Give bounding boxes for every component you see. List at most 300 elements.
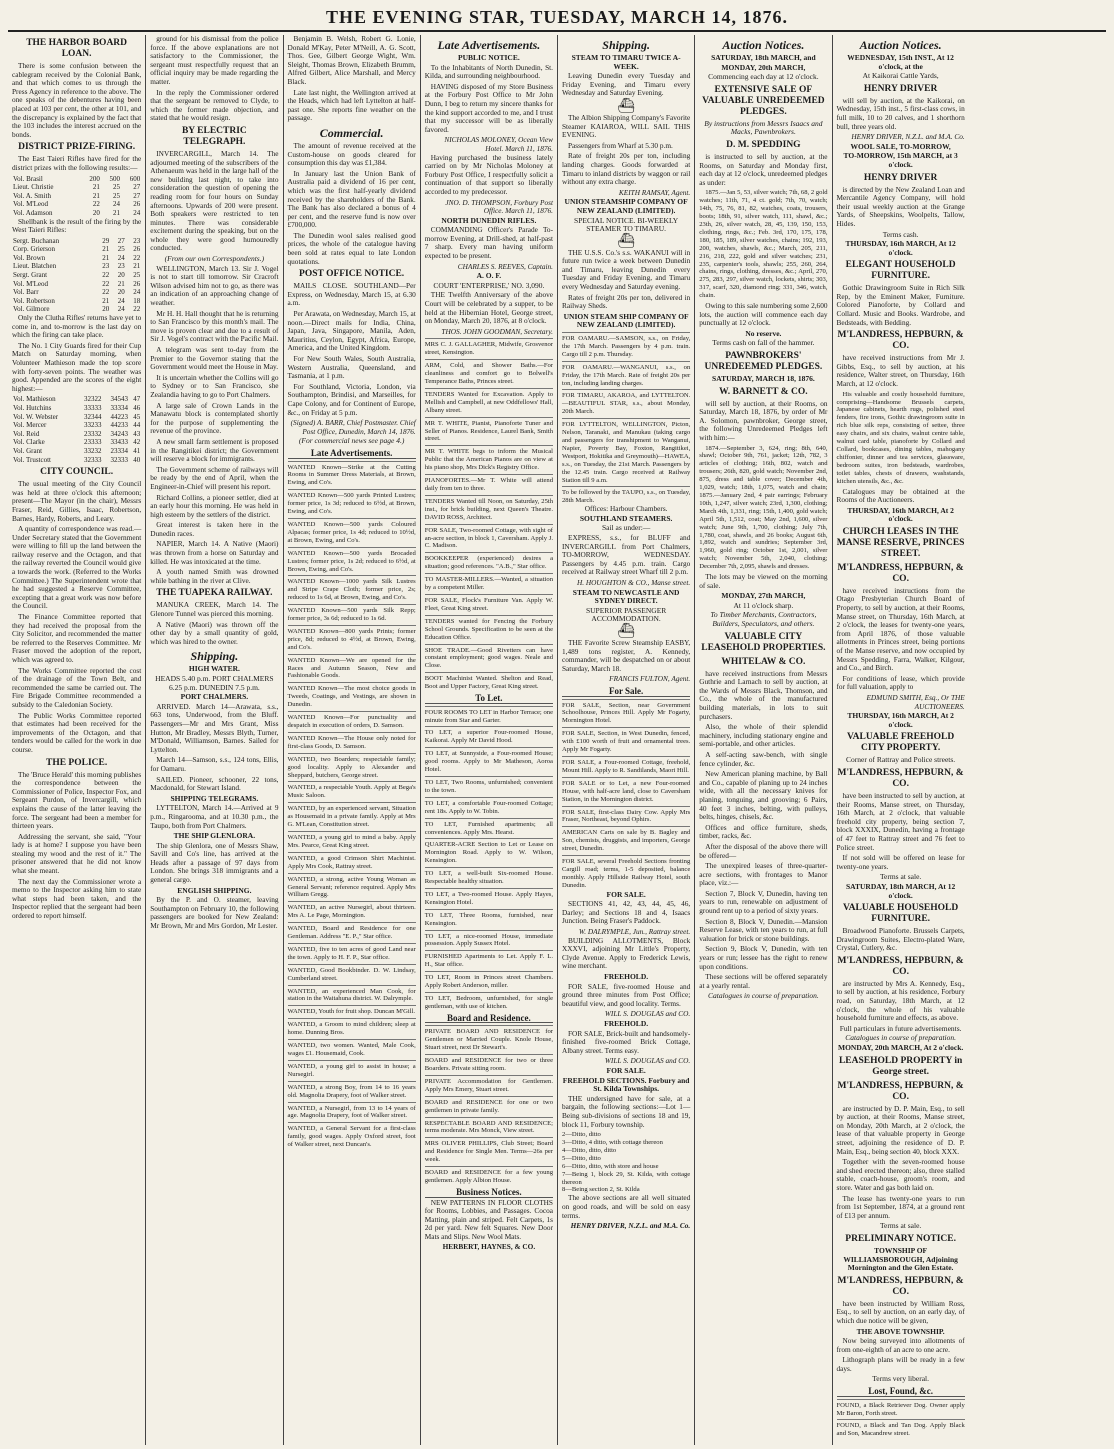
score-value: 23 <box>133 236 141 245</box>
board-ad: BOARD and RESIDENCE for two or three Boarders. Private sitting room. <box>425 1054 553 1073</box>
score-name: Sergt. Buchanan <box>13 236 60 245</box>
score-name: Vol. Barr <box>13 288 39 297</box>
classified-ad: WANTED, a good Crimson Shirt Machinist. Apply Mrs Cook, Rattray street. <box>288 852 416 871</box>
article-paragraph: THE Twelfth Anniversary of the above Court will be celebrated by a supper, to be held at the Hibernian Hotel, George street, on Monday, March 20, 1876, at 8 o'clock. <box>424 290 553 326</box>
article-paragraph: Late last night, the Wellington arrived at the Heads, which had left Lyttelton at half-past one. She reports fine weather on the passage. <box>287 87 416 123</box>
score-value: 21 <box>133 262 141 271</box>
score-name: Vol. Adamson <box>13 208 53 217</box>
union-company-heading: UNION STEAM SHIP COMPANY OF NEW ZEALAND (LIMITED). <box>563 311 689 330</box>
to-let-ad: TO LET, a superior Four-roomed House, Kaikorai. Apply Mr David Hood. <box>425 726 553 745</box>
article-paragraph: The next day the Commissioner wrote a memo to the Inspector asking him to state what steps had been taken, and the Inspector replied that the sergeant had been ordered to report himself. <box>12 876 142 921</box>
classified-ad: WANTED, a young girl to mind a baby. Apply Mrs. Pearce, Great King street. <box>288 831 416 850</box>
signature: HENRY DRIVER, N.Z.L. and M.A. Co. <box>851 132 965 142</box>
score-value: 22 <box>102 271 110 280</box>
score-row <box>12 430 141 439</box>
score-value: 22 <box>133 253 141 262</box>
article-paragraph: If not sold will be offered on lease for twenty-one years. <box>836 853 965 871</box>
article-paragraph: The Works Committee reported the cost of the drainage of the Town Belt, and recommended the same be carried out. The Fire Brigade Committee recommended a subsidy to the Caledonian Society. <box>12 665 142 709</box>
classified-ad: SHOE TRADE.—Good Rivetters can have constant employment; good wages. Neale and Close. <box>425 644 553 671</box>
classified-ad: TO MASTER-MILLERS.—Wanted, a situation by a competent Miller. <box>425 573 553 592</box>
sale-date: SATURDAY, 18th MARCH, and <box>711 53 816 62</box>
article-paragraph: Per Arawata, on Wednesday, March 15, at noon.—Direct mails for India, China, Japan, Java, Singapore, Manila, Aden, Mauritius, Ceylon, Egypt, Africa, Europe, America, and the United Kingdom. <box>287 309 416 353</box>
article-paragraph: will sell by auction, at the Kaikorai, on Wednesday, 15th inst., 5 first-class cows, in full milk, 10 to 20 calves, and 1 shorthorn bull, three years old. <box>836 95 965 131</box>
article-paragraph: Also, the whole of their splendid machinery, including stationary engine and semi-portable, and other articles. <box>699 722 828 749</box>
classified-ad: PIANOFORTES.—Mr T. White will attend daily from ten to three. <box>425 474 553 493</box>
to-let-ad: QUARTER-ACRE Section to Let or Lease on Mornington Road. Apply to W. Wilson, Kensington. <box>425 838 553 865</box>
classified-ad: MR T. WHITE, Pianist, Pianoforte Tuner and Seller of Pianos. Residence, Laurel Bank, Smith street. <box>425 417 553 444</box>
classified-ad: WANTED Known—800 yards Prints; former price, 8d; reduced to 4½d, at Brown, Ewing, and Co's. <box>288 625 416 652</box>
article-paragraph: The Dunedin wool sales realised good prices, the whole of the catalogue having been sold at rates equal to late London quotations. <box>287 230 416 266</box>
article-paragraph: Only the Clutha Rifles' returns have yet to come in, and to-morrow is the last day on which the firing can take place. <box>12 313 142 340</box>
classified-ad: WANTED Known—The House only noted for first-class Goods, D. Samson. <box>288 732 416 751</box>
classified-ad: WANTED, a Nursegirl, from 13 to 14 years of age. Magnolia Drapery, foot of Walker street. <box>288 1102 416 1121</box>
lots-list <box>562 1131 690 1194</box>
article-paragraph: To the Inhabitants of North Dunedin, St. Kilda, and surrounding neighbourhood. <box>424 62 553 81</box>
article-paragraph: Now being surveyed into allotments of from one-eighth of an acre to one acre. <box>836 1336 965 1354</box>
sailing-ad: FOR OAMARU.—WANGANUI, s.s., on Friday, the 17th March. Rate of freight 20s per ton, including landing charges. <box>562 361 690 388</box>
signature: HERBERT, HAYNES, & CO. <box>442 1242 536 1252</box>
signature: THOS. JOHN GOODMAN, Secretary. <box>441 326 553 336</box>
article-paragraph: MAILS CLOSE. SOUTHLAND—Per Express, on Wednesday, March 15, at 6.30 a.m. <box>287 281 416 308</box>
sale-date: MONDAY, 20th MARCH, <box>721 62 806 72</box>
article-paragraph: Lithograph plans will be ready in a few days. <box>836 1355 965 1373</box>
sale-instructions: By instructions from Messrs Isaacs and Macks, Pawnbrokers. <box>704 118 823 137</box>
article-paragraph: Leaving Dunedin every Tuesday and Friday Evening, and Timaru every Wednesday and Saturday Evening. <box>562 71 691 98</box>
score-row <box>12 297 141 306</box>
score-row <box>12 237 141 246</box>
signature: HENRY DRIVER, N.Z.L. and M.A. Co. <box>570 1221 691 1231</box>
township-title: THE ABOVE TOWNSHIP. <box>856 1326 945 1336</box>
rifles-heading: NORTH DUNEDIN RIFLES. <box>441 215 537 225</box>
article-paragraph: ground for his dismissal from the police force. If the above explanations are not satisfactory to the Commissioner, the sergeant must respectfully request that an official inquiry may be made regarding the matter. <box>150 35 279 86</box>
score-value: 26 <box>133 200 141 209</box>
article-paragraph: A self-acting saw-bench, with single fence cylinder, &c. <box>699 749 828 768</box>
score-value: 25 <box>113 191 121 200</box>
article-paragraph: The Public Works Committee reported that estimates had been received for the improvements of the Octagon, and that tenders would be called for the work in due course. <box>12 710 142 754</box>
sailing-ad: FOR OAMARU.—SAMSON, s.s., on Friday, the 17th March. Passengers by 4 p.m. train. Cargo till 2 p.m. Thursday. <box>562 332 690 359</box>
article-paragraph: Section 9, Block V, Dunedin, with ten years or run; lessee has the right to renew upon conditions. <box>699 944 828 971</box>
article-paragraph: Rate of freight 20s per ton, including landing charges. Goods forwarded at Timaru to inland districts by waggon or rail without any extra charge. <box>562 151 691 187</box>
score-value: 23 <box>102 262 110 271</box>
article-paragraph: The usual meeting of the City Council was held at three o'clock this afternoon; present—The Mayor (in the chair), Messrs Fraser, Reid, Gillies, Isaac, Robertson, Barnes, Hardy, Roberts, and Leary. <box>12 479 142 523</box>
glenlora-heading: THE SHIP GLENLORA. <box>173 831 256 841</box>
columns <box>8 35 1106 1445</box>
signature: Offices: Harbour Chambers. <box>584 504 668 514</box>
score-name: Vol. Gilmore <box>13 305 50 314</box>
article-paragraph: New American planing machine, by Ball and Co., capable of planing up to 24 inches wide, with all the necessary knives for planing, tonguing, and grooving; 6 Pairs, 40 feet 3 inches, belting, with pulleys, belts, hinges, chisels, &c. <box>699 769 828 822</box>
sale-title: VALUABLE CITY LEASEHOLD PROPERTIES. <box>701 631 826 653</box>
classified-ad: BOOT Machinist Wanted. Shelton and Read, Boot and Upper Factory, Great King street. <box>425 672 553 691</box>
score-value: 22 <box>102 288 110 297</box>
tide-table: HEADS 5.40 p.m. PORT CHALMERS 6.25 p.m. DUNEDIN 7.5 p.m. <box>155 674 274 692</box>
article-paragraph: For conditions of lease, which provide for full valuation, apply to <box>836 673 965 692</box>
to-let-ad: TO LET, a Two-roomed House. Apply Hayes, Kensington Hotel. <box>425 888 553 907</box>
score-name: Vol. Hutchins <box>13 403 52 412</box>
article-paragraph: Section 7, Block V, Dunedin, having ten years to run, renewable on adjustment of ground rent up to a period of sixty years. <box>699 888 828 916</box>
sale-date: SATURDAY, 18th MARCH, At 12 o'clock. <box>845 881 956 900</box>
article-paragraph: EXPRESS, s.s., for BLUFF and INVERCARGILL from Port Chalmers, TO-MORROW, WEDNESDAY. Passengers by 4.45 p.m. train. Cargo received at Railway street Wharf till 2 p.m. <box>562 533 691 577</box>
article-paragraph: have received instructions from the Otago Presbyterian Church Board of Property, to sell by auction, at their Rooms, Manse street, on Thursday, 16th March, at 2 o'clock, the leases for twenty-one years, from April 1876, of those valuable allotments in Princes street, being portions of the Manse reserve, and now occupied by Messrs Spedding, Farra, Walker, Kilgour, and Co., and Birch. <box>836 585 965 673</box>
sale-date: THURSDAY, 16th MARCH, At 2 o'clock. <box>847 505 954 524</box>
sale-title: CHURCH LEASES IN THE MANSE RESERVE, PRINCES STREET. <box>836 526 965 559</box>
classified-ad: WANTED Known—We are opened for the Races and Autumn Season, New and Fashionable Goods. <box>288 654 416 681</box>
port-chalmers-heading: PORT CHALMERS. <box>180 692 249 702</box>
score-value: 27 <box>133 183 141 192</box>
lost-found-ad: FOUND, a Black Retriever Dog. Owner apply Mr Baron, Forth street. <box>837 1399 965 1418</box>
aof-heading: A. O. F. <box>476 271 502 281</box>
to-let-ad: TO LET, Bedroom, unfurnished, for single gentleman, with use of kitchen. <box>425 992 553 1011</box>
score-value: 23334 <box>110 446 128 455</box>
for-sale-heading: FOR SALE. <box>606 889 646 899</box>
classified-ad: WANTED Known—1000 yards Silk Lustres and Stripe Crape Cloth; former price, 2s; reduced to 1s 6d, at Brown, Ewing, and Co's. <box>288 575 416 602</box>
article-paragraph: A new small farm settlement is proposed in the Rangitikei district; the Government will reserve a block for immigrants. <box>150 436 279 464</box>
article-paragraph: His valuable and costly household furniture, comprising—Handsome Brussels carpets, Japanese cabinets, hearth rugs, polished steel fenders, fire irons, Gothic drawingroom suite in rich blue silk reps, consisting of settee, three easy chairs, and six chairs, walnut centre table, walnut card table, pianoforte by Collard and Collard, bookcases, dining tables, mahogany chiffonier, dinner and tea services, glassware, bedroom suites, iron bedsteads, wardrobes, toilet tables, chests of drawers, washstands, kitchen utensils, &c., &c. <box>836 390 965 485</box>
score-value: 25 <box>117 245 125 254</box>
classified-ad: WANTED Known—The most choice goods in Tweeds, Coatings, and Vestings, are shown in Dunedin. <box>288 682 416 709</box>
special-notice-heading: SPECIAL NOTICE. BI-WEEKLY STEAMER TO TIMARU. <box>574 215 679 234</box>
article-paragraph: For New South Wales, South Australia, Western Australia, Queensland, and Tasmania, at 1 p.m. <box>287 354 416 381</box>
article-paragraph: The ship Glenlora, one of Messrs Shaw, Savill and Co's line, has arrived at the Heads after a passage of 97 days from London. She brings 318 immigrants and a general cargo. <box>150 840 279 885</box>
union-company-heading: UNION STEAMSHIP COMPANY OF NEW ZEALAND (LIMITED). <box>564 197 688 215</box>
score-name: Vol. Mathieson <box>13 395 56 404</box>
sale-date: THURSDAY, 16th MARCH, At 12 o'clock. <box>845 239 956 257</box>
classified-ad: WANTED, a strong Boy, from 14 to 16 years old. Magnolia Drapery, foot of Walker street. <box>288 1081 416 1100</box>
signature: FRANCIS FULTON, Agent. <box>609 674 691 684</box>
article-paragraph: The lots may be viewed on the morning of sale. <box>699 572 828 590</box>
score-value: 20 <box>102 305 110 314</box>
score-name: Vol. Clarke <box>13 438 45 447</box>
score-value: 21 <box>102 253 110 262</box>
classified-ad: WANTED, five to ten acres of good Land near the town. Apply to H. F. P., Star office. <box>288 943 416 962</box>
lot-item: 2—Ditto, ditto <box>562 1131 601 1139</box>
article-paragraph: ARRIVED. March 14—Arawata, s.s., 663 tons, Underwood, from the Bluff. Passengers—Mr and Mrs Grant, Miss Hutton, Mr Bradley, Messrs Blyth, Turner, M'Donald, Williamson, Barnes. Sailed for Lyttelton. <box>150 701 279 754</box>
article-paragraph: SAILED. Pioneer, schooner, 22 tons, Macdonald, for Stewart Island. <box>150 774 279 793</box>
article-paragraph: For Southland, Victoria, London, via Southampton, Brindisi, and Marseilles, for Cape Colony, and for Continent of Europe, &c., on Friday at 5 p.m. <box>287 381 416 417</box>
score-value: 33233 <box>83 421 102 430</box>
score-value: 27 <box>133 191 141 200</box>
score-value: 47 <box>133 395 141 404</box>
to-let-ad: TO LET, a comfortable Four-roomed Cottage; rent 18s. Apply to W. Tobin. <box>425 797 553 816</box>
score-value: 29 <box>102 236 110 245</box>
article-paragraph: The Government scheme of railways will be ready by the end of April, when the Engineer-in-Chief will present his report. <box>150 464 279 491</box>
article-paragraph: The 'Bruce Herald' this morning publishes the correspondence between the Commissioner of Police, Inspector Fox, and Sergeant Purdon, of Invercargill, which explains the cause of the latter leaving the force. The sergeant had been a member for thirteen years. <box>12 769 142 831</box>
sale-title: PAWNBROKERS' UNREDEEMED PLEDGES. <box>704 351 823 372</box>
article-paragraph: FOR SALE, Brick-built and handsomely-finished five-roomed Brick Cottage, Albany street. Terms easy. <box>562 1028 691 1055</box>
score-row <box>12 192 141 201</box>
score-row <box>12 245 141 254</box>
classified-ad: WANTED, two women. Wanted, Male Cook, wages £1. Housemaid, Cook. <box>288 1039 416 1058</box>
score-name: Vol. Robertson <box>13 296 55 305</box>
classified-ad: WANTED Known—500 yards Printed Lustres; former price, 1s 3d; reduced to 6½d, at Brown, Ewing, and Co's. <box>288 489 416 516</box>
score-value: 20 <box>117 288 125 297</box>
sailing-ad: FOR LYTTELTON, WELLINGTON, Picton, Nelson, Taranaki, and Manukau (taking cargo and passengers for transhipment to Wanganui, Napier, Poverty Bay, Foxton, Rangitikei, Westport, Hokitika and Greymouth)—HAWEA, s.s., on Tuesday, the 21st March. Passengers by the 12.45 train. Cargo received at Railway Station till 9 a.m. <box>562 418 690 484</box>
article-paragraph: LYTTELTON, March 14.—Arrived at 9 p.m., Ringarooma, and at 10.30 p.m., the Taupo, both from Port Chalmers. <box>150 803 279 830</box>
to-let-ad: TO LET, Three Rooms, furnished, near Kensington. <box>425 909 553 928</box>
classified-ad: WANTED, Good Bookbinder. D. W. Lindsay, Cumberland street. <box>288 964 416 983</box>
score-value: 34243 <box>110 429 128 438</box>
article-paragraph: SECTIONS 41, 42, 43, 44, 45, 46, Darley; and Sections 18 and 4, Isaacs Junction. Being Fraser's Paddock. <box>562 899 691 926</box>
sale-ad: AMERICAN Carts on sale by B. Bagley and Son, chemists, druggists, and importers, George street, Dunedin. <box>562 826 690 853</box>
score-value: 21 <box>102 296 110 305</box>
article-paragraph: Having purchased the business lately carried on by Mr Nicholas Moloney at Forbury Post Office, I respectfully solicit a continuation of that support so liberally accorded to my predecessor. <box>424 152 553 196</box>
classified-ad: WANTED, a Groom to mind children; sleep at home. Dunning Bros. <box>288 1018 416 1037</box>
classified-ad: ARM, Cold, and Shower Baths.—For cleanliness and comfort go to Bolwell's Temperance Baths, Princes street. <box>425 359 553 386</box>
lot-item: 5—Ditto, ditto <box>562 1154 601 1162</box>
sale-title: LEASEHOLD PROPERTY in George street. <box>838 1055 963 1077</box>
score-value: 24 <box>117 253 125 262</box>
accommodation-heading: SUPERIOR PASSENGER ACCOMMODATION. <box>585 605 667 624</box>
score-row <box>12 413 141 422</box>
sale-date: WEDNESDAY, 15th INST., At 12 o'clock, at the <box>847 53 954 71</box>
article-paragraph: Great interest is taken here in the Dunedin races. <box>150 520 279 538</box>
score-value: 20 <box>117 271 125 280</box>
harbor-loan-heading: THE HARBOR BOARD LOAN. <box>26 38 128 59</box>
sale-date: THURSDAY, 16th MARCH, At 2 o'clock. <box>847 711 954 729</box>
score-row <box>12 447 141 456</box>
classified-ad: WANTED, a young girl to assist in house; a Nursegirl. <box>288 1060 416 1079</box>
article-paragraph: have been instructed by William Ross, Esq., to sell by auction, on an early day, of which due notice will be given, <box>836 1298 965 1325</box>
article-paragraph: There is some confusion between the cablegram received by the Colonial Bank, and that which comes to us through the Press Agency in reference to the above. The one speaks of the debentures having been placed at 103 per cent, the other at 101, and the discrepancy is explained by the fact that the 103 includes the interest accrued on the bonds. <box>12 61 142 139</box>
score-name: Vol. A. Smith <box>13 191 51 200</box>
article-paragraph: Benjamin B. Welsh, Robert G. Lonie, Donald M'Kay, Peter M'Neill, A. G. Scott, Thos. Gee, Gilbert George Wight, Wm. Sleight, Thomas Brown, Elizabeth Brumm, Alfred Gilbert, Alice Marshall, and Mercy Black. <box>287 35 416 86</box>
sale-audience: To Timber Merchants, Contractors, Builders, Speculators, and others. <box>710 610 817 629</box>
score-name: Vol. Grant <box>13 446 43 455</box>
board-list <box>425 1025 553 1185</box>
lot-item: 6—Ditto, ditto, with store and house <box>562 1162 659 1170</box>
signature: CHARLES S. REEVES, Captain. <box>457 261 553 271</box>
classified-ad: WANTED Known—Strike at the Cutting Rooms in Summer Dress Materials, at Brown, Ewing, and Co's. <box>288 461 416 488</box>
article-paragraph: In January last the Union Bank of Australia paid a dividend of 16 per cent, which was the first half-yearly dividend received by the shareholders of the Bank. The Bank has also declared a bonus of 4 per cent, and the reserve fund is now over £700,000. <box>287 168 416 230</box>
score-row <box>12 456 141 465</box>
lot-item: 4—Ditto, ditto, ditto <box>562 1146 617 1154</box>
score-value: 32333 <box>110 455 128 464</box>
score-name: Vol. Reid <box>13 429 40 438</box>
article-paragraph: A Native (Maori) was thrown off the other day by a small quantity of gold, which was hired to the owner. <box>150 619 279 646</box>
score-value: 600 <box>129 174 141 183</box>
article-paragraph: Passengers from Wharf at 5.30 p.m. <box>568 140 673 150</box>
score-value: 22 <box>133 305 141 314</box>
column-3 <box>283 35 420 1445</box>
pledge-list: 1875.—Jan 5, 53, silver watch; 7th, 68, 2 gold watches; 11th, 71, 4 ct. gold; 7th, 70, watch; 14th, 75, 76, 81, 82, watches, coats, trousers, boots; 18th, 91, silver watch, 111, shawl, &c.; 23th, 26, silver watch, 28, 45, 139, 150, 153, clothing, rings, &c.; Feb. 3rd, 170, 175, 178, 180, 185, 189, silver watches, chains; 192, 193, 200, watches, shawls, &c.; March, 205, 211, 216, 218, 222, gold and silver watches; 231, 235, carpenter's tools, shawls; 255, 260, 264, chains, rings, clothing, dresses, &c.; April, 270, 275, 283, 297, silver watch, lockets, shirts; 303, 317, scarf, 320, diamond ring; 331, 346, watch, chain. <box>699 189 828 300</box>
classified-ad: TENDERS Wanted for Excavation. Apply to Mellish and Campbell, at new Oddfellows' Hall, Albany street. <box>425 388 553 415</box>
article-paragraph: THE undersigned have for sale, at a bargain, the following sections:—Lot 1—Being sub-divisions of sections 18 and 19, block 11, Forbury township. <box>562 1093 691 1129</box>
article-paragraph: The Albion Shipping Company's Favorite Steamer KAIAROA, WILL SAIL THIS EVENING. <box>562 112 691 140</box>
auctioneer-name: WHITELAW & CO. <box>721 656 806 667</box>
score-value: 34543 <box>110 395 128 404</box>
terms: Terms at sale. <box>879 1221 922 1231</box>
score-value: 45 <box>133 412 141 421</box>
score-value: 18 <box>133 296 141 305</box>
classified-ad: TENDERS Wanted till Noon, on Saturday, 25th inst., for brick building, next Queen's Theatre. DAVID ROSS, Architect. <box>425 495 553 522</box>
sale-date: TO-MORROW, 15th MARCH, at 3 o'clock. <box>843 151 958 169</box>
article-paragraph: MANUKA CREEK, March 14. The Glenore Tunnel was pierced this morning. <box>150 600 279 619</box>
sale-ad: FOR SALE, Section, near Government Schoolhouse, Princes Hill. Apply Mr Fogarty, Mornington Hotel. <box>562 699 690 726</box>
score-name: Lieut. Blatchen <box>13 262 57 271</box>
score-value: 25 <box>113 183 121 192</box>
article-paragraph: INVERCARGILL, March 14. The adjourned meeting of the subscribers of the Athenaeum was held in the large hall of the new building last night, to take into consideration the question of opening the reading room for four hours on Sunday afternoons. Upwards of 200 were present. Both speakers were restricted to ten minutes. There was considerable excitement during the speaking, but on the whole they were good humouredly conducted. <box>150 148 279 253</box>
sailing-ad: FOR TIMARU, AKAROA, and LYTTELTON.—BEAUTIFUL STAR, s.s., about Monday, 20th March. <box>562 389 690 416</box>
board-residence-heading: Board and Residence. <box>425 1014 553 1024</box>
score-value: 32322 <box>83 395 102 404</box>
classified-ad: WANTED Known—500 yards Brocaded Lustres; former price, 1s 2d; reduced to 6½d, at Brown, Ewing, and Co's. <box>288 547 416 574</box>
score-name: Vol. W. Webster <box>13 412 59 421</box>
score-value: 44223 <box>110 412 128 421</box>
freehold-heading: FREEHOLD. <box>604 1018 649 1028</box>
score-value: 46 <box>133 403 141 412</box>
to-let-list <box>425 706 553 1011</box>
auctioneer-name: M'LANDRESS, HEPBURN, & CO. <box>837 1275 964 1297</box>
column-2 <box>145 35 282 1445</box>
article-paragraph: Together with the seven-roomed house and shed erected thereon; also, three stalled stable, coach-house, groom's room, and store. Water and gas both laid on. <box>836 1157 965 1192</box>
score-row <box>12 183 141 192</box>
column-6 <box>694 35 831 1445</box>
commercial-heading: Commercial. <box>319 125 384 140</box>
english-shipping-heading: ENGLISH SHIPPING. <box>177 885 252 895</box>
article-paragraph: A telegram was sent to-day from the Premier to the Governor stating that the Government would meet the House in May. <box>150 345 279 372</box>
score-name: Corp. Grierson <box>13 245 55 254</box>
sailings-list <box>562 332 690 505</box>
score-row <box>12 271 141 280</box>
score-value: 24 <box>117 296 125 305</box>
newcastle-heading: STEAM TO NEWCASTLE AND SYDNEY DIRECT. <box>572 587 680 606</box>
sale-ad: FOR SALE, several Freehold Sections fronting Cargill road; terms, 1-5 deposited, balance monthly. Apply Hillside Railway Hotel, south Dunedin. <box>562 855 690 890</box>
commercial-note: (For commercial news see page 4.) <box>298 436 405 446</box>
article-paragraph: The No. 1 City Guards fired for their Cup Match on Saturday morning, when Volunteer Mathieson made the top score with forty-seven points. The weather was good. Appended are the scores of the eight highest:— <box>12 340 142 393</box>
score-value: 21 <box>117 279 125 288</box>
score-value: 33334 <box>110 403 128 412</box>
sale-title: VALUABLE FREEHOLD CITY PROPERTY. <box>846 732 955 754</box>
score-value: 26 <box>133 245 141 254</box>
classified-ad: WANTED Known—500 yards Silk Repp; former price, 3s 6d; reduced to 1s 6d. <box>288 604 416 623</box>
article-paragraph: are instructed by Mrs A. Kennedy, Esq., to sell by auction, at his residence, Forbury road, on Saturday, 18th March, at 12 o'clock, the whole of his valuable household furniture and effects, as above. <box>836 978 965 1023</box>
telegraph-heading: BY ELECTRIC TELEGRAPH. <box>181 125 247 147</box>
article-paragraph: A large sale of Crown Lands in the Manawatu block is contemplated shortly for the purpose of supplementing the revenue of the province. <box>150 400 279 436</box>
article-paragraph: The unexpired leases of three-quarter-acre sections, with frontages to Manor place, viz.:— <box>699 861 828 888</box>
score-value: 41 <box>133 446 141 455</box>
score-row <box>12 200 141 209</box>
classified-ad: WANTED Known—500 yards Coloured Alpacas; former price, 1s 4d; reduced to 10½d, at Brown, Ewing, and Co's. <box>288 518 416 545</box>
article-paragraph: COMMANDING Officer's Parade To-morrow Evening, at Drill-shed, at half-past 7 sharp. Every man having uniform expected to be present. <box>424 225 553 261</box>
to-let-ad: TO LET, at Sunnyside, a Four-roomed House; good rooms. Apply to Mr Matheson, Aoroa Hotel. <box>425 747 553 774</box>
to-let-ad: TO LET, a well-built Six-roomed House. Respectable healthy situation. <box>425 867 553 886</box>
score-value: 26 <box>133 279 141 288</box>
auctioneer-name: M'LANDRESS, HEPBURN, & CO. <box>837 562 964 584</box>
score-value: 24 <box>133 288 141 297</box>
terms: Terms at sale. <box>879 872 922 882</box>
ads-list <box>288 461 416 1150</box>
article-paragraph: have received instructions from Mr J. Gibbs, Esq., to sell by auction, at his residence, Walter street, on Thursday, 16th March, at 12 o'clock. <box>836 353 965 389</box>
sale-time: Commencing each day at 12 o'clock. <box>708 72 819 82</box>
classified-ad: BOOKKEEPER (experienced) desires a situation; good references. "A.B.," Star office. <box>425 552 553 571</box>
article-paragraph: Catalogues may be obtained at the Rooms of the Auctioneers. <box>836 486 965 505</box>
article-paragraph: By the P. and O. steamer, leaving Southampton on February 10, the following passengers are booked for New Zealand: Mr Brown, Mr and Mrs Gordon, Mr Lester. <box>150 895 279 931</box>
sale-title: VALUABLE HOUSEHOLD FURNITURE. <box>843 903 959 925</box>
article-paragraph: have received instructions from Messrs Guthrie and Larnach to sell by auction, at the Wards of Messrs Black, Thomson, and Co., the whole of the manufactured building materials, in lots to suit purchasers. <box>699 668 828 721</box>
city-council-heading: CITY COUNCIL. <box>40 467 114 478</box>
article-paragraph: is directed by the New Zealand Loan and Mercantile Agency Company, will hold their usual weekly auction at the Grange Yards, of Sheepskins, Woolpelts, Tallow, Hides. <box>836 184 965 228</box>
article-paragraph: is instructed to sell by auction, at the Rooms, on Saturday and Monday first, each day at 12 o'clock, unredeemed pledges as under: <box>699 151 828 187</box>
terms: Terms cash. <box>882 229 919 239</box>
auctioneer-name: M'LANDRESS, HEPBURN, & CO. <box>837 1080 964 1102</box>
score-row <box>12 395 141 404</box>
score-value: 24 <box>113 200 121 209</box>
article-paragraph: Shellbank is the result of the firing by the West Taieri Rifles: <box>12 216 142 235</box>
signature: NICHOLAS MOLONEY, Ocean View Hotel. March 11, 1876. <box>444 135 553 153</box>
score-value: 23333 <box>83 438 102 447</box>
score-value: 21 <box>102 245 110 254</box>
score-row <box>12 280 141 289</box>
signature: EDMUND SMITH, Esq., Or THE AUCTIONEERS. <box>866 693 965 711</box>
masthead: THE EVENING STAR, TUESDAY, MARCH 14, 1876. <box>325 7 789 27</box>
classified-ad: MRS C. J. GALLAGHER, Midwife, Grosvenor street, Kensington. <box>425 338 553 357</box>
article-paragraph: Section 8, Block V, Dunedin.—Mansion Reserve Lease, with ten years to run, at full valuation for brick or stone buildings. <box>699 916 828 943</box>
score-value: 27 <box>117 236 125 245</box>
auctioneer-name: M'LANDRESS, HEPBURN, & CO. <box>837 767 964 789</box>
classified-ad: WANTED, two Boarders; respectable family; good locality. Apply to Alexander and Sheppard, butchers, George street. <box>288 753 416 780</box>
classified-ad: WANTED, an active Nursegirl, about thirteen. Mrs A. Le Page, Mornington. <box>288 901 416 920</box>
sale-location: Corner of Rattray and Police streets. <box>846 755 956 765</box>
classified-ad: WANTED, an experienced Man Cook, for station in the Waitahuna district. W. Dalrymple. <box>288 985 416 1004</box>
steam-timaru-heading: STEAM TO TIMARU TWICE A-WEEK. <box>571 53 681 71</box>
catalogue-note: Catalogues in course of preparation. <box>707 991 819 1001</box>
score-value: 40 <box>133 455 141 464</box>
shipping-heading: Shipping. <box>190 649 239 664</box>
article-paragraph: Gothic Drawingroom Suite in Rich Silk Rep, by the Eminent Maker, Furniture. Colored Pianoforte, by Collard and Collard. Music and Books. Wardrobe, and Bedsteads, with Bedding. <box>836 283 965 327</box>
score-value: 25 <box>133 271 141 280</box>
sale-title: EXTENSIVE SALE OF VALUABLE UNREDEEMED PLEDGES. <box>702 84 825 117</box>
sale-title: ELEGANT HOUSEHOLD FURNITURE. <box>845 260 956 282</box>
score-row <box>12 262 141 271</box>
score-row <box>12 288 141 297</box>
article-paragraph: will sell by auction, at their Rooms, on Saturday, March 18, 1876, by order of Mr A. Solomon, pawnbroker, George street, the following Unredeemed Pledges left with him:— <box>699 398 828 442</box>
column-7 <box>832 35 969 1445</box>
score-value: 43 <box>133 429 141 438</box>
sale-ad: FOR SALE, first-class Dairy Cow. Apply Mrs Fraser, Northeast, beyond Ophirs. <box>562 806 690 825</box>
signature: KEITH RAMSAY, Agent. <box>618 187 691 197</box>
board-ad: PRIVATE BOARD AND RESIDENCE for Gentlemen or Married Couple. Knole House, Stuart street, next Dr Stewart's. <box>425 1025 553 1052</box>
article-paragraph: It is uncertain whether the Collins will go to Sydney or to San Francisco, she Zealandia having to go to Port Chalmers. <box>150 372 279 399</box>
score-value: 23 <box>117 262 125 271</box>
late-ads-heading: Late Advertisements. <box>288 449 416 459</box>
score-value: 22 <box>92 200 100 209</box>
score-name: Vol. Mercer <box>13 421 47 430</box>
late-ads-heading: Late Advertisements. <box>437 38 541 52</box>
score-value: 22 <box>102 279 110 288</box>
article-paragraph: The Finance Committee reported that they had received the proposal from the City Solicitor, and recommended the matter be referred to the Reserves Committee. Mr Fraser moved the adoption of the report, which was agreed to. <box>12 612 142 664</box>
score-value: 21 <box>113 208 121 217</box>
lot-item: 3—Ditto, 4 ditto, with cottage thereon <box>562 1139 663 1146</box>
score-name: Lieut. Christie <box>13 183 54 192</box>
score-row <box>12 404 141 413</box>
terms: Terms cash on fall of the hammer. <box>712 338 815 348</box>
article-paragraph: The above sections are all well situated on good roads, and will be sold on easy terms. <box>562 1193 691 1220</box>
to-let-ad: TO LET, Room in Princes street Chambers. Apply Robert Anderson, miller. <box>425 971 553 990</box>
score-value: 23332 <box>83 429 102 438</box>
score-value: 32344 <box>83 412 102 421</box>
catalogue-note: Catalogues in course of preparation. <box>845 1033 956 1043</box>
classified-ad: WANTED, a respectable Youth. Apply at Bega's Music Saloon. <box>288 781 416 800</box>
shipping-heading: Shipping. <box>602 38 650 52</box>
steamship-icon: ⛴ <box>617 98 636 114</box>
score-row <box>12 254 141 263</box>
police-heading: THE POLICE. <box>46 757 108 768</box>
score-value: 21 <box>92 191 100 200</box>
score-name: Vol. Brown <box>13 253 46 262</box>
correspondents-subheading: (From our own Correspondents.) <box>164 254 265 264</box>
column-5 <box>557 35 694 1445</box>
article-paragraph: In the reply the Commissioner ordered that the sergeant be removed to Clyde, to which the former made objection, and stated that he would resign. <box>150 87 279 123</box>
article-paragraph: WELLINGTON, March 13. Sir J. Vogel is not to start till tomorrow. Sir Cracroft Wilson advised him not to go, as there was an indication of an approaching change of weather. <box>150 263 279 308</box>
